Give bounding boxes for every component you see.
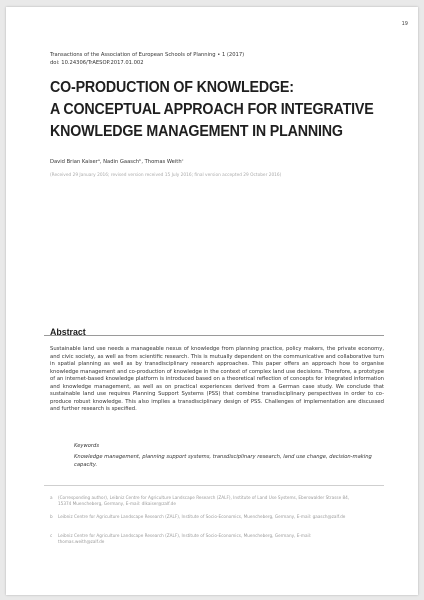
footnote-b (50, 514, 358, 520)
journal-header (50, 51, 244, 67)
footnote-text: Leibniz Centre for Agriculture Landscape Research (ZALF), Institute of Socio-Economics, Muencheberg, Germany, E-mail: gaasch@zalf.de (58, 514, 346, 519)
title-line-3: KNOWLEDGE MANAGEMENT IN PLANNING (50, 123, 343, 140)
footnote-mark: b (50, 514, 53, 519)
abstract-divider (44, 335, 384, 336)
title-line-1: CO-PRODUCTION OF KNOWLEDGE: (50, 79, 294, 96)
keywords-list: Knowledge management, planning support systems, transdisciplinary research, land use change, decision-making capacity. (74, 454, 372, 468)
footnote-text: (Corresponding author), Leibniz Centre for Agriculture Landscape Research (ZALF), Institute of Land Use Systems, Eberswalder Strasse 84, 15374 Muencheberg, Germany, E-mail: dlkaiser@zalf.de (58, 495, 350, 506)
title-line-2: A CONCEPTUAL APPROACH FOR INTEGRATIVE (50, 101, 374, 118)
paper-title (50, 77, 374, 143)
keywords-heading: Keywords (74, 443, 100, 449)
page-number: 19 (401, 21, 408, 27)
footnote-divider (44, 485, 384, 486)
footnote-a (50, 495, 358, 507)
abstract-heading: Abstract (50, 327, 86, 337)
footnote-c (50, 533, 358, 545)
abstract-body: Sustainable land use needs a manageable nexus of knowledge from planning practice, policy makers, the private economy, and civic society, as well as from scientific research. This is mutually dependent on the communicative and collaborative turn in spatial planning as well as by transdisciplinary research approaches. This paper offers an approach how to organise knowledge management and co-production of knowledge in the context of complex land use decisions. Therefore, a prototype of an internet-based knowledge platform is introduced based on a theoretical reflection of concepts for integrated information and knowledge management, as well as on practical experiences derived from a German case study. We conclude that sustainable land use requires Planning Support Systems (PSS) that combine transdisciplinary perspectives in order to co-produce robust knowledge. This also implies a transdisciplinary design of PSS. Challenges of implementation are discussed and further research is specified. (50, 346, 384, 412)
submission-dates: (Received 29 January 2016; revised version received 15 July 2016; final version accepted 29 October 2016) (50, 173, 282, 178)
footnote-text: Leibniz Centre for Agriculture Landscape Research (ZALF), Institute of Socio-Economics, Muencheberg, Germany, E-mail: thomas.weith@zalf.de (58, 533, 312, 544)
journal-citation: Transactions of the Association of European Schools of Planning • 1 (2017) (50, 52, 245, 58)
journal-doi: doi: 10.24306/TrAESOP.2017.01.002 (50, 60, 144, 66)
footnote-mark: a (50, 495, 53, 500)
author-list: David Brian Kaiserᵃ, Nadin Gaaschᵇ, Thomas Weithᶜ (50, 159, 184, 165)
footnote-mark: c (50, 533, 53, 538)
document-page (6, 7, 418, 595)
